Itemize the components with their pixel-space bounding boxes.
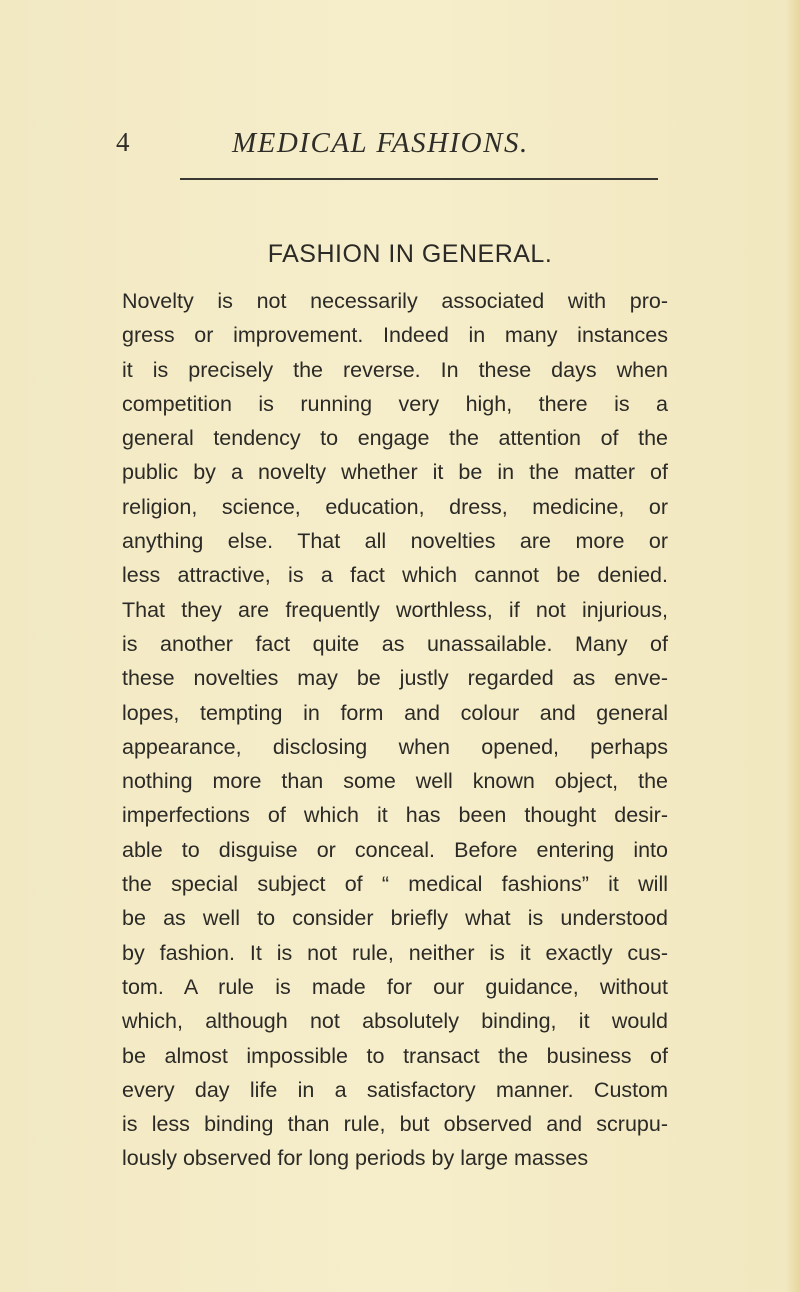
text-line: That they are frequently worthless, if not injurious, [122, 597, 668, 622]
text-line: lously observed for long periods by large masses [122, 1146, 589, 1171]
text-line: imperfections of which it has been thought desir- [122, 803, 668, 828]
page-header [0, 125, 800, 165]
text-line: tom. A rule is made for our guidance, without [122, 974, 668, 999]
running-head: MEDICAL FASHIONS. [232, 127, 529, 159]
text-line: general tendency to engage the attention of the [122, 426, 668, 451]
text-line: is less binding than rule, but observed and scrupu- [122, 1112, 668, 1137]
text-line: nothing more than some well known object, the [122, 769, 668, 794]
text-line: every day life in a satisfactory manner. Custom [122, 1077, 668, 1102]
text-line: anything else. That all novelties are more or [122, 529, 668, 554]
page-number: 4 [116, 127, 130, 157]
text-line: Novelty is not necessarily associated with pro- [122, 289, 668, 313]
text-line: appearance, disclosing when opened, perhaps [122, 734, 668, 759]
text-line: be as well to consider briefly what is understood [122, 906, 668, 931]
text-line: the special subject of “ medical fashions” it will [122, 872, 668, 897]
text-line: competition is running very high, there is a [122, 391, 668, 416]
text-line: it is precisely the reverse. In these days when [122, 357, 668, 382]
text-line: by fashion. It is not rule, neither is it exactly cus- [122, 940, 668, 965]
text-line: these novelties may be justly regarded as enve- [122, 666, 668, 691]
text-line: religion, science, education, dress, medicine, or [122, 494, 668, 519]
section-heading: FASHION IN GENERAL. [267, 240, 553, 268]
body-paragraph [122, 284, 668, 1176]
header-rule [180, 178, 658, 180]
text-line: public by a novelty whether it be in the matter of [122, 460, 668, 485]
page-edge-shadow [786, 0, 800, 1292]
text-line: lopes, tempting in form and colour and general [122, 700, 668, 725]
text-line: be almost impossible to transact the business of [122, 1043, 668, 1068]
text-line: less attractive, is a fact which cannot be denied. [122, 563, 668, 588]
text-line: which, although not absolutely binding, it would [122, 1009, 668, 1034]
text-line: gress or improvement. Indeed in many instances [122, 323, 668, 348]
text-line: able to disguise or conceal. Before entering into [122, 837, 668, 862]
text-line: is another fact quite as unassailable. Many of [122, 631, 668, 656]
